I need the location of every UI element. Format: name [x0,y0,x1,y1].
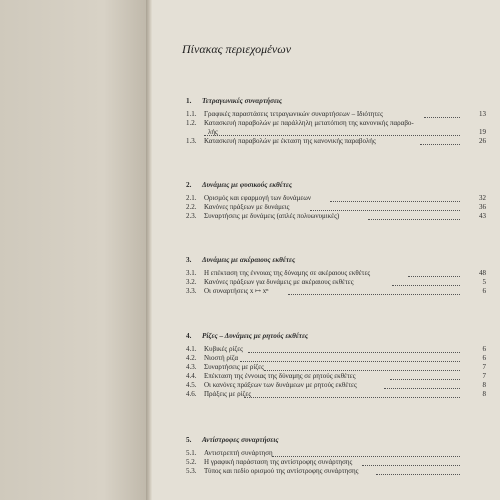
entry-page: 48 [479,269,486,277]
section-heading [186,96,486,106]
leader-dots [264,370,460,371]
section-number: 5. [186,436,192,444]
entry-text: Συναρτήσεις με ρίζες [204,363,264,371]
toc-entry[interactable] [186,354,486,363]
entry-number: 4.5. [186,381,197,389]
leader-dots [204,135,460,136]
toc-entry[interactable] [186,212,486,221]
toc-section-1 [186,96,486,146]
entry-number: 3.3. [186,287,197,295]
section-title: Δυνάμεις με φυσικούς εκθέτες [202,181,293,189]
entry-text: Κατασκευή παραβολών με έκταση της κανονικής παραβολής [204,137,376,145]
leader-dots [376,474,460,475]
section-number: 4. [186,332,192,340]
toc-section-3 [186,255,486,296]
leader-dots [244,397,460,398]
leader-dots [390,379,460,380]
toc-entry[interactable] [186,194,486,203]
section-number: 2. [186,181,192,189]
toc-entry[interactable] [186,381,486,390]
entry-text: Νιοστή ρίζα [204,354,239,362]
entry-text: Αντιστρεπτή συνάρτηση [204,449,273,457]
entry-number: 2.3. [186,212,197,220]
entry-page: 8 [482,381,486,389]
entry-number: 4.4. [186,372,197,380]
toc-entry[interactable] [186,372,486,381]
entry-number: 2.2. [186,203,197,211]
section-heading [186,255,486,265]
toc-entry[interactable] [186,467,486,476]
entry-page: 43 [479,212,486,220]
entry-number: 5.2. [186,458,197,466]
entry-text: Κυβικές ρίζες [204,345,243,353]
entry-page: 6 [482,345,486,353]
toc-entry[interactable] [186,390,486,399]
entry-text: Η επέκταση της έννοιας της δύναμης σε ακέραιους εκθέτες [204,269,371,277]
entry-text: Γραφικές παραστάσεις τετραγωνικών συναρτήσεων – Ιδιότητες [204,110,383,118]
leader-dots [272,456,460,457]
entry-number: 2.1. [186,194,197,202]
section-number: 1. [186,97,192,105]
entry-text: Οι κανόνες πράξεων των δυνάμεων με ρητούς εκθέτες [204,381,357,389]
entry-text: Κανόνες πράξεων με δυνάμεις [204,203,290,211]
entry-text: Τύπος και πεδίο ορισμού της αντίστροφης συνάρτησης [204,467,359,475]
left-page [0,0,148,500]
toc-entry[interactable] [186,287,486,296]
entry-text: λής [208,128,218,136]
section-title: Δυνάμεις με ακέραιους εκθέτες [202,256,296,264]
toc-entry[interactable] [186,278,486,287]
leader-dots [420,144,460,145]
entry-text: Η γραφική παράσταση της αντίστροφης συνάρτησης [204,458,353,466]
entry-page: 6 [482,354,486,362]
toc-entry[interactable] [186,269,486,278]
entry-text: Κατασκευή παραβολών με παράλληλη μετατόπιση της κανονικής παραβο- [204,119,414,127]
entry-text: Συναρτήσεις με δυνάμεις (απλές πολυωνυμικές) [204,212,340,220]
entry-number: 3.1. [186,269,197,277]
entry-number: 4.6. [186,390,197,398]
toc-entry[interactable] [186,363,486,372]
entry-number: 5.1. [186,449,197,457]
entry-number: 4.1. [186,345,197,353]
section-title: Τετραγωνικές συναρτήσεις [202,97,283,105]
leader-dots [248,352,460,353]
leader-dots [362,465,460,466]
toc-entry[interactable] [186,345,486,354]
entry-page: 36 [479,203,486,211]
leader-dots [408,276,460,277]
entry-number: 1.2. [186,119,197,127]
section-heading [186,435,486,445]
entry-page: 32 [479,194,486,202]
leader-dots [384,388,460,389]
entry-page: 8 [482,390,486,398]
toc-section-4 [186,331,486,399]
entry-page: 7 [482,372,486,380]
entry-number: 5.3. [186,467,197,475]
leader-dots [392,285,460,286]
toc-entry[interactable] [186,458,486,467]
section-number: 3. [186,256,192,264]
section-title: Ρίζες – Δυνάμεις με ρητούς εκθέτες [202,332,309,340]
entry-page: 6 [482,287,486,295]
toc-section-2 [186,180,486,221]
entry-number: 4.2. [186,354,197,362]
toc-entry[interactable] [186,203,486,212]
toc-entry[interactable] [186,119,486,128]
entry-text: Επέκταση της έννοιας της δύναμης σε ρητούς εκθέτες [204,372,356,380]
leader-dots [288,294,460,295]
section-heading [186,180,486,190]
leader-dots [330,201,460,202]
leader-dots [310,210,460,211]
right-page [152,0,500,500]
entry-page: 19 [479,128,486,136]
entry-text: Πράξεις με ρίζες [204,390,252,398]
entry-page: 7 [482,363,486,371]
leader-dots [424,117,460,118]
entry-number: 1.1. [186,110,197,118]
entry-text: Κανόνες πράξεων για δυνάμεις με ακέραιους εκθέτες [204,278,354,286]
entry-page: 13 [479,110,486,118]
leader-dots [368,219,460,220]
entry-number: 4.3. [186,363,197,371]
entry-text: Ορισμός και εφαρμογή των δυνάμεων [204,194,312,202]
entry-page: 5 [482,278,486,286]
entry-number: 1.3. [186,137,197,145]
toc-entry-continuation[interactable] [186,128,486,137]
section-title: Αντίστροφες συναρτήσεις [202,436,279,444]
entry-number: 3.2. [186,278,197,286]
toc-entry[interactable] [186,110,486,119]
entry-text: Οι συναρτήσεις x ↦ xⁿ [204,287,269,295]
section-heading [186,331,486,341]
toc-entry[interactable] [186,137,486,146]
page-title: Πίνακας περιεχομένων [182,42,292,56]
entry-page: 26 [479,137,486,145]
toc-entry[interactable] [186,449,486,458]
leader-dots [240,361,460,362]
toc-section-5 [186,435,486,476]
